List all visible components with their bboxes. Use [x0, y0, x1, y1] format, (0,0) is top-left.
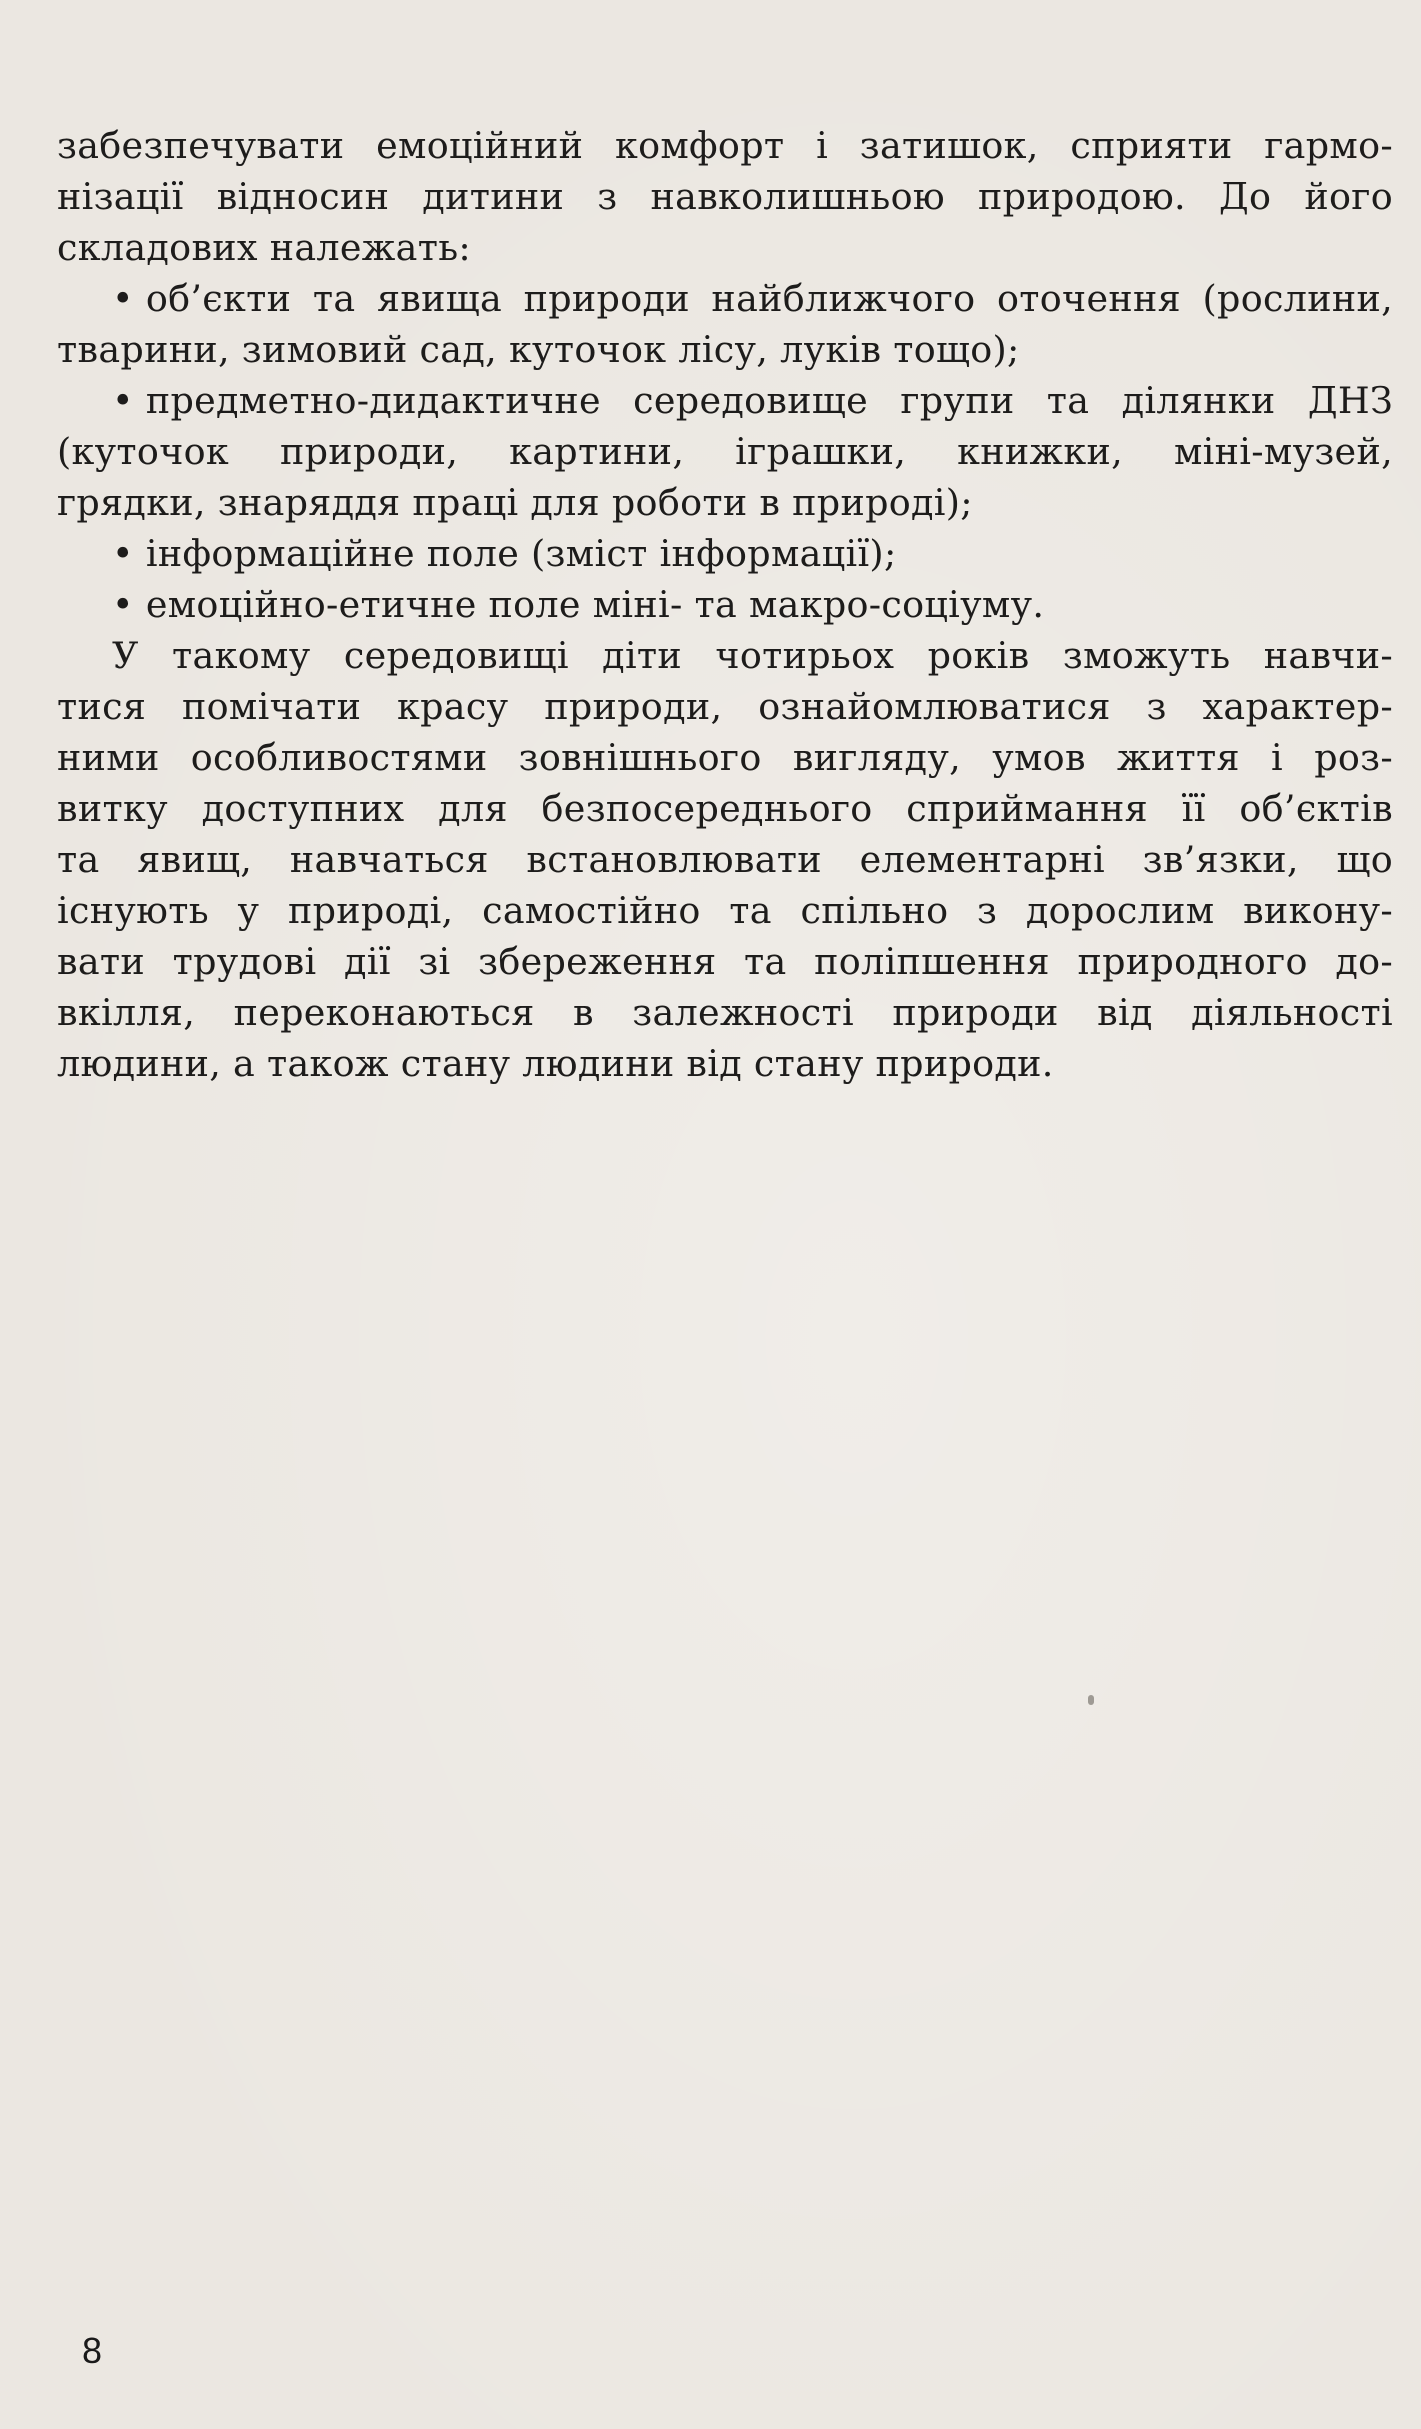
main-paragraph-line: ними особливостями зовнішнього вигляду, умов життя і роз-	[57, 736, 1393, 779]
main-paragraph-line: вати трудові дії зі збереження та поліпшення природного до-	[57, 940, 1393, 983]
main-paragraph-line: існують у природі, самостійно та спільно з дорослим викону-	[57, 889, 1393, 932]
bullet-marker: •	[112, 532, 134, 575]
bullet-item-line: грядки, знаряддя праці для роботи в природі);	[57, 481, 973, 524]
intro-line: нізації відносин дитини з навколишньою природою. До його	[57, 175, 1393, 218]
paper-speck	[1088, 1695, 1094, 1705]
bullet-item-line: тварини, зимовий сад, куточок лісу, луків тощо);	[57, 328, 1020, 371]
bullet-item-line: • інформаційне поле (зміст інформації);	[57, 528, 1393, 579]
bullet-marker: •	[112, 379, 134, 422]
main-paragraph-line: вкілля, переконаються в залежності природи від діяльності	[57, 991, 1393, 1034]
main-paragraph-line: тися помічати красу природи, ознайомлюватися з характер-	[57, 685, 1393, 728]
bullet-marker: •	[112, 583, 134, 626]
main-paragraph-line: та явищ, навчаться встановлювати елементарні зв’язки, що	[57, 838, 1393, 881]
page-number: 8	[82, 2330, 103, 2371]
bullet-item-line: • об’єкти та явища природи найближчого оточення (рослини,	[57, 273, 1393, 324]
main-paragraph-line: У такому середовищі діти чотирьох років зможуть навчи-	[112, 634, 1393, 677]
main-paragraph-line: людини, а також стану людини від стану природи.	[57, 1042, 1054, 1085]
bullet-item-line: • предметно-дидактичне середовище групи та ділянки ДНЗ	[57, 375, 1393, 426]
bullet-marker: •	[112, 277, 134, 320]
bullet-item-line: (куточок природи, картини, іграшки, книжки, міні-музей,	[57, 430, 1393, 473]
intro-line: забезпечувати емоційний комфорт і затишок, сприяти гармо-	[57, 124, 1393, 167]
bullet-item-line: • емоційно-етичне поле міні- та макро-соціуму.	[57, 579, 1393, 630]
intro-line: складових належать:	[57, 226, 471, 269]
main-paragraph-line: витку доступних для безпосереднього сприймання її об’єктів	[57, 787, 1393, 830]
body-text	[57, 120, 1393, 1089]
